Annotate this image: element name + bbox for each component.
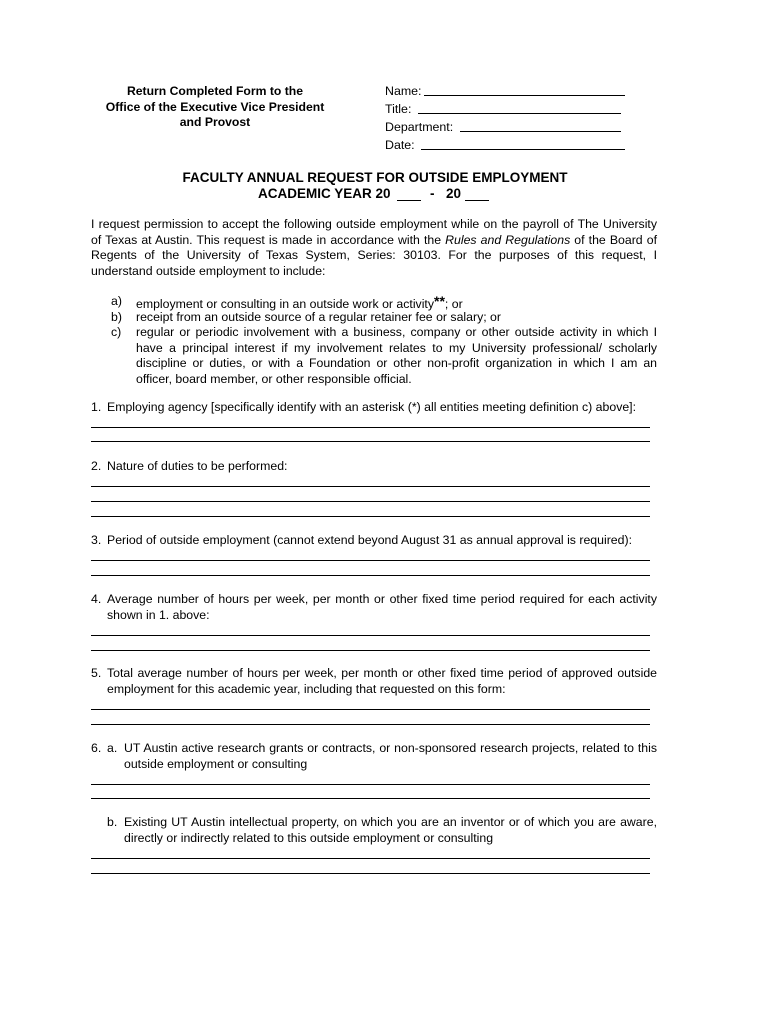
answer-line[interactable] [91,575,650,576]
academic-year-line [258,186,498,201]
year-dash: - [430,186,435,201]
answer-line[interactable] [91,798,650,799]
question-text: Employing agency [specifically identify with an asterisk (*) all entities meeting definition c) above]: [107,400,637,414]
title-field[interactable] [418,113,621,114]
question-2 [91,459,657,479]
year-mid: 20 [446,186,462,201]
date-label: Date: [385,138,415,152]
question-6a [91,741,657,775]
year-start-field[interactable] [397,200,421,201]
question-5 [91,666,657,700]
question-number: 3. [91,533,102,547]
academic-year-prefix: ACADEMIC YEAR 20 [258,186,391,201]
department-label: Department: [385,120,454,134]
answer-line[interactable] [91,427,650,428]
return-line-2: Office of the Executive Vice President [105,99,325,114]
question-number: 1. [91,400,102,414]
intro-text-1: I request permission to accept the following outside employment while on the payroll of The University of Texas at Austin. This request is made in accordance with the [91,217,657,247]
definition-text: employment or consulting in an outside work or activity**; or [136,293,463,311]
department-field[interactable] [460,131,621,132]
answer-line[interactable] [91,441,650,442]
intro-paragraph [91,217,657,279]
name-label: Name: [385,84,422,98]
question-3 [91,533,657,553]
question-sub-letter: b. [107,815,118,829]
question-number: 5. [91,666,102,680]
question-text: Total average number of hours per week, per month or other fixed time period of approved outside employment for this academic year, including that requested on this form: [107,666,657,696]
question-text: Nature of duties to be performed: [107,459,288,473]
question-text: UT Austin active research grants or contracts, or non-sponsored research projects, related to this outside employment or consulting [124,741,657,771]
return-instructions [90,84,340,131]
definition-letter: b) [111,310,122,324]
definition-letter: a) [111,294,122,308]
answer-line[interactable] [91,858,650,859]
name-field[interactable] [424,95,625,96]
definition-text: regular or periodic involvement with a business, company or other outside activity in which I have a principal interest if my involvement relates to my University professional/ scholarly discipline or duties, or with a Foundation or other non-profit organization in which I am an officer, board member, or other responsible official. [136,325,657,386]
answer-line[interactable] [91,635,650,636]
answer-line[interactable] [91,560,650,561]
intro-italic: Rules and Regulations [445,232,571,247]
question-text: Average number of hours per week, per month or other fixed time period required for each activity shown in 1. above: [107,592,657,622]
year-end-field[interactable] [465,200,489,201]
answer-line[interactable] [91,724,650,725]
answer-line[interactable] [91,709,650,710]
return-line-1: Return Completed Form to the [126,84,304,98]
answer-line[interactable] [91,650,650,651]
question-1 [91,400,657,420]
question-number: 6. [91,741,102,755]
answer-line[interactable] [91,873,650,874]
question-6b [91,815,657,849]
answer-line[interactable] [91,486,650,487]
answer-line[interactable] [91,501,650,502]
answer-line[interactable] [91,516,650,517]
form-title: FACULTY ANNUAL REQUEST FOR OUTSIDE EMPLOYMENT [182,170,568,185]
question-number: 2. [91,459,102,473]
definition-text: receipt from an outside source of a regular retainer fee or salary; or [136,310,501,324]
question-text: Period of outside employment (cannot extend beyond August 31 as annual approval is required): [107,533,633,547]
intro-text-2: of the Board of Regents of the University of Texas System, Series: 30103. For the purposes of this request, I understand outside employment to include: [91,232,657,278]
question-number: 4. [91,592,102,606]
answer-line[interactable] [91,784,650,785]
definition-letter: c) [111,325,122,339]
question-sub-letter: a. [107,741,118,755]
question-text: Existing UT Austin intellectual property, on which you are an inventor or of which you are aware, directly or indirectly related to this outside employment or consulting [124,815,657,845]
question-4 [91,592,657,626]
return-line-3: and Provost [179,115,251,129]
date-field[interactable] [421,149,625,150]
title-label: Title: [385,102,412,116]
